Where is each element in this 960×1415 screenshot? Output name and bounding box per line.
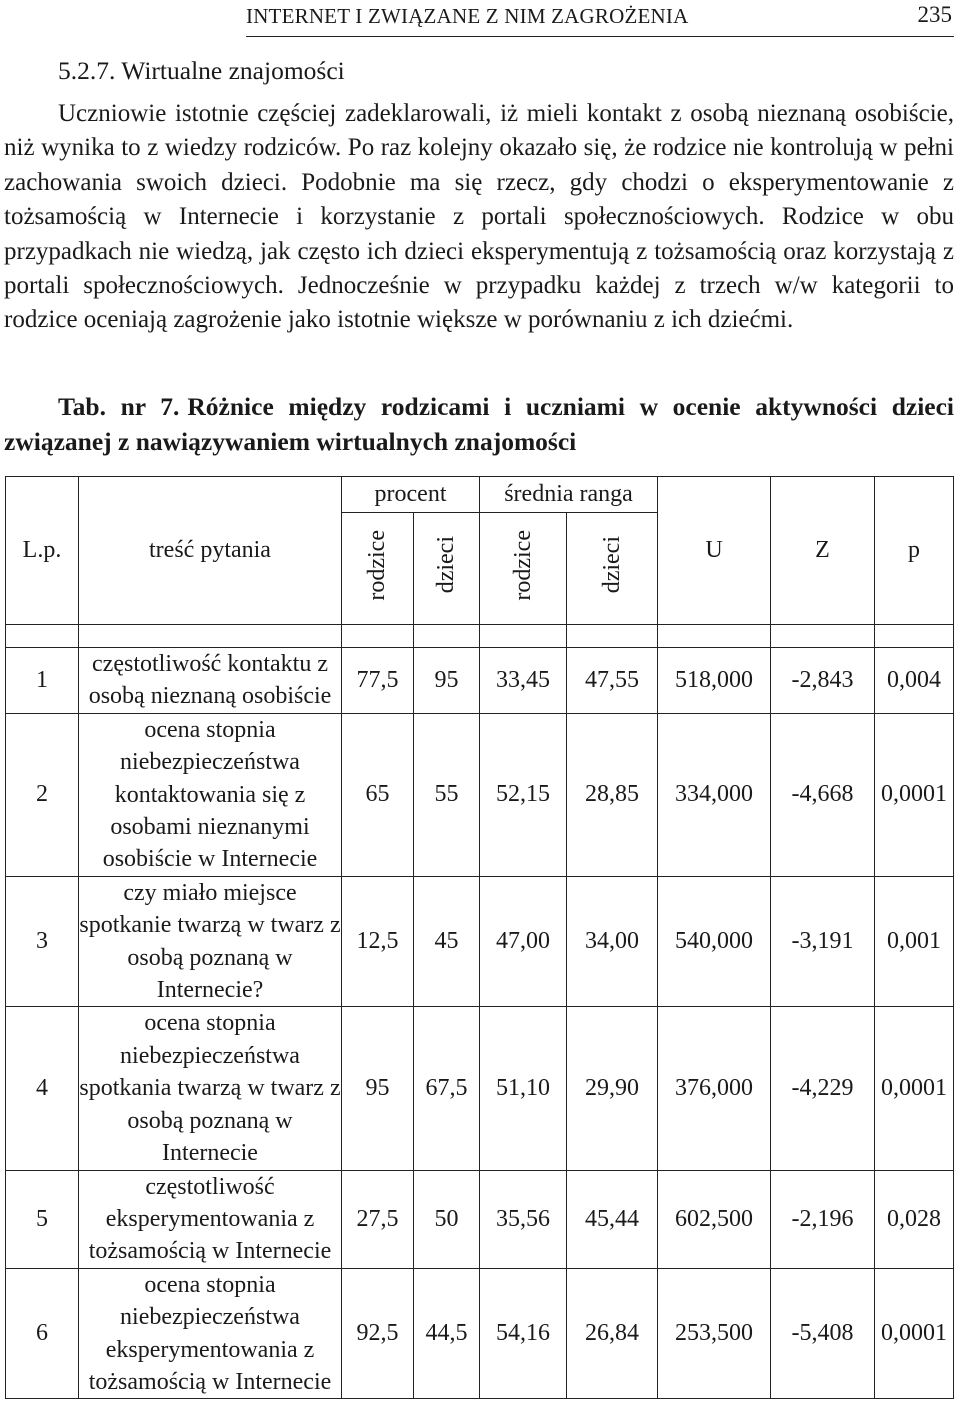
header-percent-parents (342, 513, 414, 625)
cell-rank-parents: 52,15 (480, 713, 567, 876)
cell-percent-parents: 95 (342, 1007, 414, 1170)
cell-question: czy miało miejsce spotkanie twarzą w twarz z osobą poznaną w Internecie? (79, 876, 342, 1007)
cell-question: ocena stopnia niebezpieczeństwa kontaktowania się z osobami nieznanymi osobiście w Internecie (79, 713, 342, 876)
cell-percent-parents: 77,5 (342, 648, 414, 714)
table-row (6, 1007, 954, 1170)
spacer-cell (567, 625, 658, 648)
cell-z: -5,408 (771, 1268, 875, 1399)
header-rank-parents (480, 513, 567, 625)
table-spacer-row (6, 625, 954, 648)
spacer-cell (658, 625, 771, 648)
body-paragraph: Uczniowie istotnie częściej zadeklarowali, iż mieli kontakt z osobą nieznaną osobiście, niż wynika to z wiedzy rodziców. Po raz kolejny okazało się, że rodzice nie kontrolują w pełni zachowania swoich dzieci. Podobnie ma się rzecz, gdy chodzi o eksperymentowanie z tożsamością w Internecie i korzystanie z portali społecznościowych. Rodzice w obu przypadkach nie wiedzą, jak często ich dzieci eksperymentują z tożsamością oraz korzystają z portali społecznościowych. Jednocześnie w przypadku każdej z trzech w/w kategorii to rodzice oceniają zagrożenie jako istotnie większe w porównaniu z ich dziećmi. (4, 100, 954, 334)
cell-rank-children: 45,44 (567, 1170, 658, 1268)
cell-p: 0,0001 (875, 713, 954, 876)
header-p: p (875, 477, 954, 625)
spacer-cell (480, 625, 567, 648)
cell-u: 602,500 (658, 1170, 771, 1268)
table-row (6, 1268, 954, 1399)
header-rank-parents-label: rodzice (509, 529, 536, 601)
spacer-cell (342, 625, 414, 648)
header-group-rank: średnia ranga (480, 477, 658, 513)
cell-question: częstotliwość eksperymentowania z tożsamością w Internecie (79, 1170, 342, 1268)
cell-rank-parents: 33,45 (480, 648, 567, 714)
header-percent-children (414, 513, 480, 625)
cell-lp: 3 (6, 876, 79, 1007)
cell-u: 540,000 (658, 876, 771, 1007)
cell-percent-parents: 12,5 (342, 876, 414, 1007)
table-caption-label: Tab. nr 7. (58, 392, 180, 421)
cell-rank-parents: 47,00 (480, 876, 567, 1007)
header-question: treść pytania (79, 477, 342, 625)
cell-percent-children: 67,5 (414, 1007, 480, 1170)
running-title: INTERNET I ZWIĄZANE Z NIM ZAGROŻENIA (246, 4, 689, 28)
cell-question: częstotliwość kontaktu z osobą nieznaną osobiście (79, 648, 342, 714)
cell-lp: 4 (6, 1007, 79, 1170)
cell-rank-children: 34,00 (567, 876, 658, 1007)
cell-u: 253,500 (658, 1268, 771, 1399)
spacer-cell (6, 625, 79, 648)
header-z: Z (771, 477, 875, 625)
cell-rank-children: 29,90 (567, 1007, 658, 1170)
table-row (6, 713, 954, 876)
cell-p: 0,0001 (875, 1268, 954, 1399)
spacer-cell (875, 625, 954, 648)
header-percent-children-label: dzieci (433, 536, 459, 594)
cell-rank-parents: 35,56 (480, 1170, 567, 1268)
spacer-cell (79, 625, 342, 648)
table-row (6, 876, 954, 1007)
running-header (246, 2, 954, 37)
cell-u: 334,000 (658, 713, 771, 876)
cell-u: 376,000 (658, 1007, 771, 1170)
cell-lp: 2 (6, 713, 79, 876)
header-rank-children-label: dzieci (598, 536, 625, 594)
cell-percent-children: 45 (414, 876, 480, 1007)
cell-z: -4,668 (771, 713, 875, 876)
cell-percent-children: 95 (414, 648, 480, 714)
cell-percent-parents: 92,5 (342, 1268, 414, 1399)
cell-percent-parents: 65 (342, 713, 414, 876)
cell-rank-parents: 51,10 (480, 1007, 567, 1170)
spacer-cell (771, 625, 875, 648)
header-rank-children (567, 513, 658, 625)
table-caption (4, 389, 954, 459)
table-body (6, 625, 954, 1399)
cell-p: 0,0001 (875, 1007, 954, 1170)
cell-rank-children: 28,85 (567, 713, 658, 876)
cell-lp: 5 (6, 1170, 79, 1268)
cell-percent-children: 44,5 (414, 1268, 480, 1399)
table-caption-text: Różnice między rodzicami i uczniami w ocenie aktywności dzieci związanej z nawiązywaniem wirtualnych znajomości (4, 392, 955, 456)
cell-u: 518,000 (658, 648, 771, 714)
cell-rank-children: 26,84 (567, 1268, 658, 1399)
header-percent-parents-label: rodzice (364, 529, 390, 601)
table-row (6, 1170, 954, 1268)
cell-p: 0,004 (875, 648, 954, 714)
cell-p: 0,028 (875, 1170, 954, 1268)
cell-question: ocena stopnia niebezpieczeństwa spotkania twarzą w twarz z osobą poznaną w Internecie (79, 1007, 342, 1170)
cell-percent-children: 55 (414, 713, 480, 876)
cell-z: -3,191 (771, 876, 875, 1007)
table-row (6, 648, 954, 714)
header-u: U (658, 477, 771, 625)
cell-z: -2,843 (771, 648, 875, 714)
cell-percent-parents: 27,5 (342, 1170, 414, 1268)
cell-lp: 6 (6, 1268, 79, 1399)
cell-z: -2,196 (771, 1170, 875, 1268)
spacer-cell (414, 625, 480, 648)
cell-lp: 1 (6, 648, 79, 714)
cell-z: -4,229 (771, 1007, 875, 1170)
data-table (5, 476, 954, 1399)
section-heading: 5.2.7. Wirtualne znajomości (58, 56, 345, 85)
header-lp: L.p. (6, 477, 79, 625)
cell-rank-parents: 54,16 (480, 1268, 567, 1399)
cell-percent-children: 50 (414, 1170, 480, 1268)
cell-rank-children: 47,55 (567, 648, 658, 714)
cell-p: 0,001 (875, 876, 954, 1007)
cell-question: ocena stopnia niebezpieczeństwa eksperymentowania z tożsamością w Internecie (79, 1268, 342, 1399)
header-group-percent: procent (342, 477, 480, 513)
page-number: 235 (917, 2, 952, 27)
